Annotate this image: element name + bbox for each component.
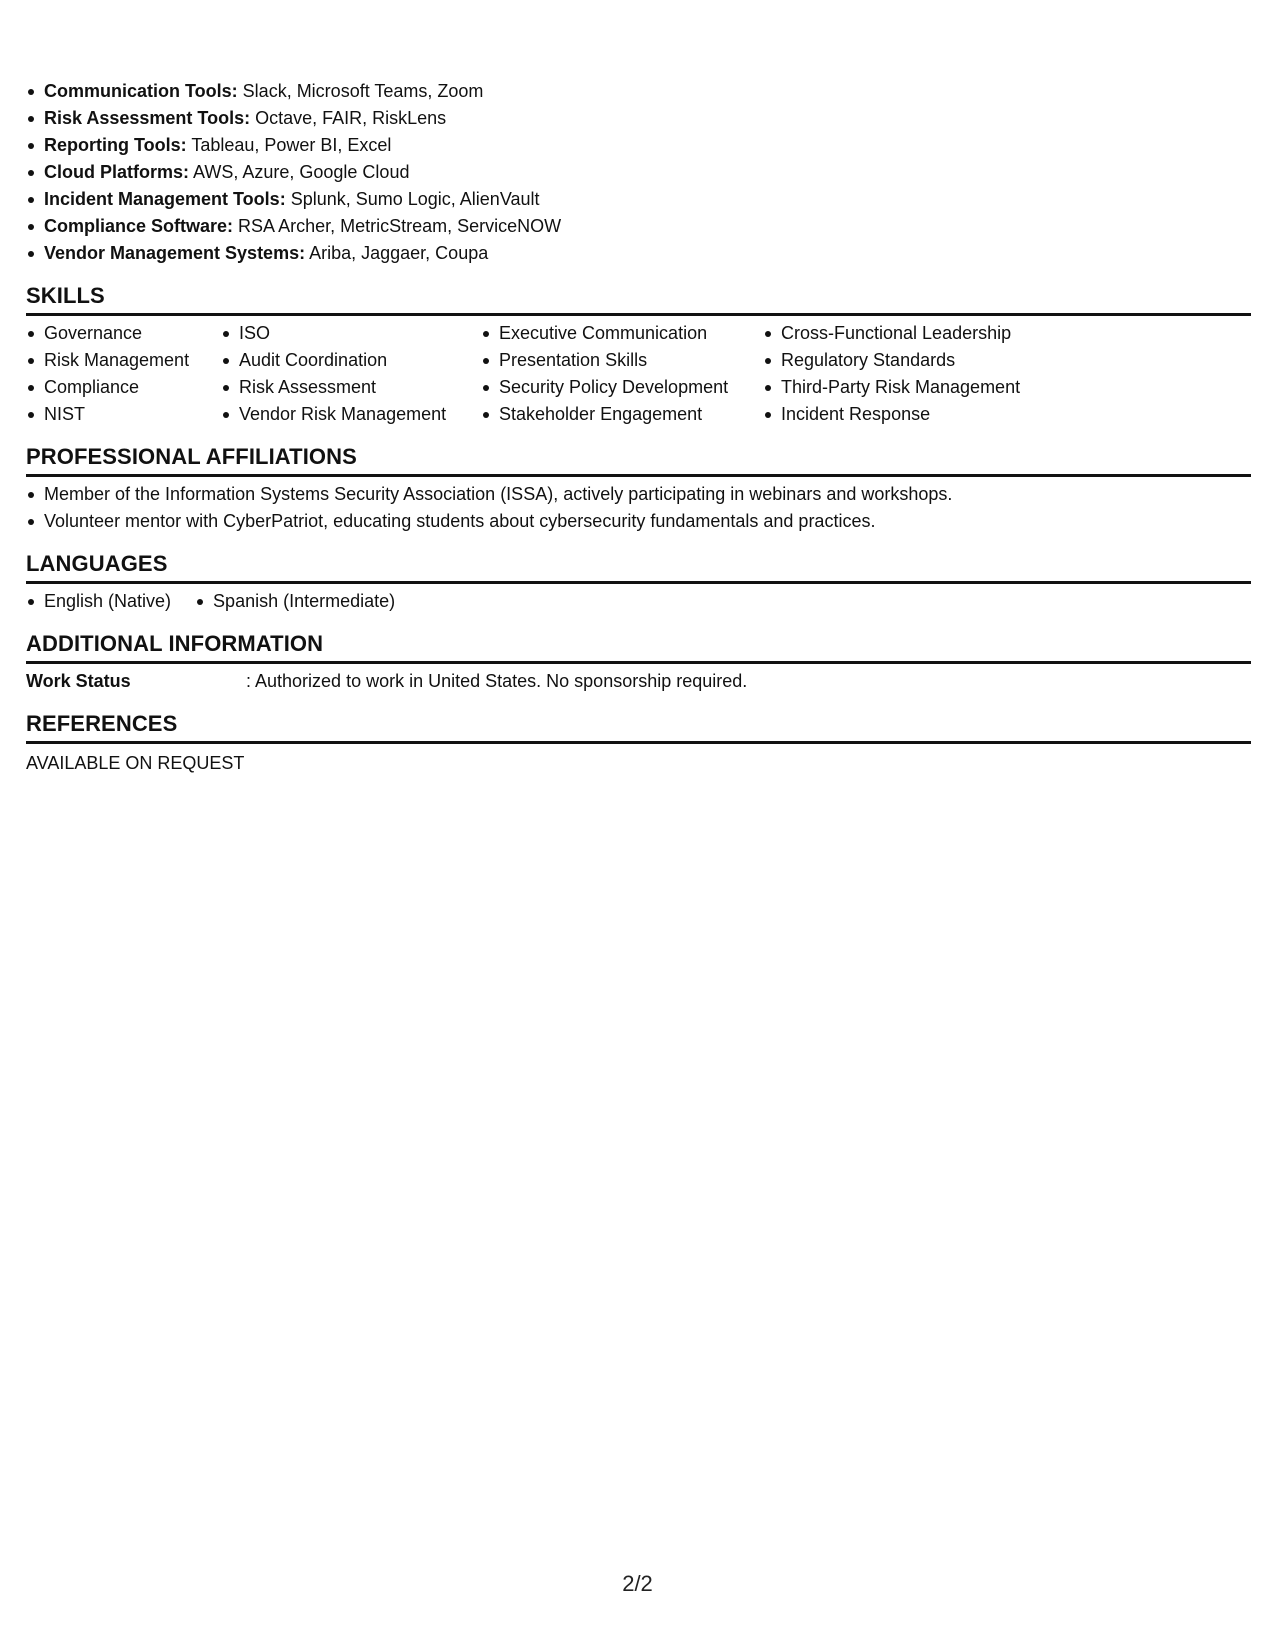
skill-item: Presentation Skills (481, 347, 763, 374)
work-status-row (26, 668, 1251, 695)
skill-item: Compliance (26, 374, 221, 401)
skills-column (221, 320, 481, 428)
tools-item (26, 159, 1251, 186)
skills-column (481, 320, 763, 428)
skill-item: Incident Response (763, 401, 1063, 428)
tools-item-label: Vendor Management Systems: (44, 243, 306, 263)
tools-item (26, 213, 1251, 240)
skill-item: Security Policy Development (481, 374, 763, 401)
tools-item (26, 132, 1251, 159)
section-title: REFERENCES (26, 711, 1251, 744)
tools-item-value: AWS, Azure, Google Cloud (189, 162, 410, 182)
tools-item (26, 186, 1251, 213)
resume-page (26, 78, 1251, 777)
tools-item-value: Splunk, Sumo Logic, AlienVault (285, 189, 540, 209)
affiliation-item: Volunteer mentor with CyberPatriot, educating students about cybersecurity fundamentals and practices. (26, 508, 1251, 535)
skills-grid (26, 320, 1251, 428)
skill-item: NIST (26, 401, 221, 428)
skill-item: Risk Assessment (221, 374, 481, 401)
language-item: Spanish (Intermediate) (195, 588, 395, 615)
skills-column (26, 320, 221, 428)
additional-info-section (26, 631, 1251, 695)
languages-list (26, 588, 1251, 615)
affiliations-list (26, 481, 1251, 535)
skill-item: Governance (26, 320, 221, 347)
skill-item: Audit Coordination (221, 347, 481, 374)
tools-item-value: Slack, Microsoft Teams, Zoom (237, 81, 484, 101)
skill-item: ISO (221, 320, 481, 347)
tools-list (26, 78, 1251, 267)
section-title: PROFESSIONAL AFFILIATIONS (26, 444, 1251, 477)
section-title: ADDITIONAL INFORMATION (26, 631, 1251, 664)
tools-item-label: Risk Assessment Tools: (44, 108, 251, 128)
tools-item-label: Incident Management Tools: (44, 189, 286, 209)
references-section (26, 711, 1251, 777)
page-number: 2/2 (622, 1571, 653, 1596)
language-item: English (Native) (26, 588, 171, 615)
languages-section (26, 551, 1251, 615)
work-status-value: : Authorized to work in United States. No sponsorship required. (246, 671, 748, 691)
affiliations-section (26, 444, 1251, 535)
affiliation-item: Member of the Information Systems Security Association (ISSA), actively participating in webinars and workshops. (26, 481, 1251, 508)
work-status-label: Work Status (26, 671, 131, 691)
skill-item: Regulatory Standards (763, 347, 1063, 374)
skills-column (763, 320, 1063, 428)
skill-item: Third-Party Risk Management (763, 374, 1063, 401)
skill-item: Stakeholder Engagement (481, 401, 763, 428)
tools-item-value: Ariba, Jaggaer, Coupa (305, 243, 489, 263)
section-title: SKILLS (26, 283, 1251, 316)
tools-item-label: Reporting Tools: (44, 135, 187, 155)
skills-section (26, 283, 1251, 428)
tools-item-label: Communication Tools: (44, 81, 238, 101)
tools-item-value: RSA Archer, MetricStream, ServiceNOW (233, 216, 562, 236)
tools-item-value: Tableau, Power BI, Excel (186, 135, 392, 155)
tools-item-label: Cloud Platforms: (44, 162, 190, 182)
section-title: LANGUAGES (26, 551, 1251, 584)
skill-item: Risk Management (26, 347, 221, 374)
tools-item (26, 78, 1251, 105)
skill-item: Executive Communication (481, 320, 763, 347)
tools-item-value: Octave, FAIR, RiskLens (250, 108, 447, 128)
tools-item (26, 105, 1251, 132)
references-text: AVAILABLE ON REQUEST (26, 753, 245, 773)
skill-item: Vendor Risk Management (221, 401, 481, 428)
skill-item: Cross-Functional Leadership (763, 320, 1063, 347)
tools-item-label: Compliance Software: (44, 216, 234, 236)
tools-item (26, 240, 1251, 267)
